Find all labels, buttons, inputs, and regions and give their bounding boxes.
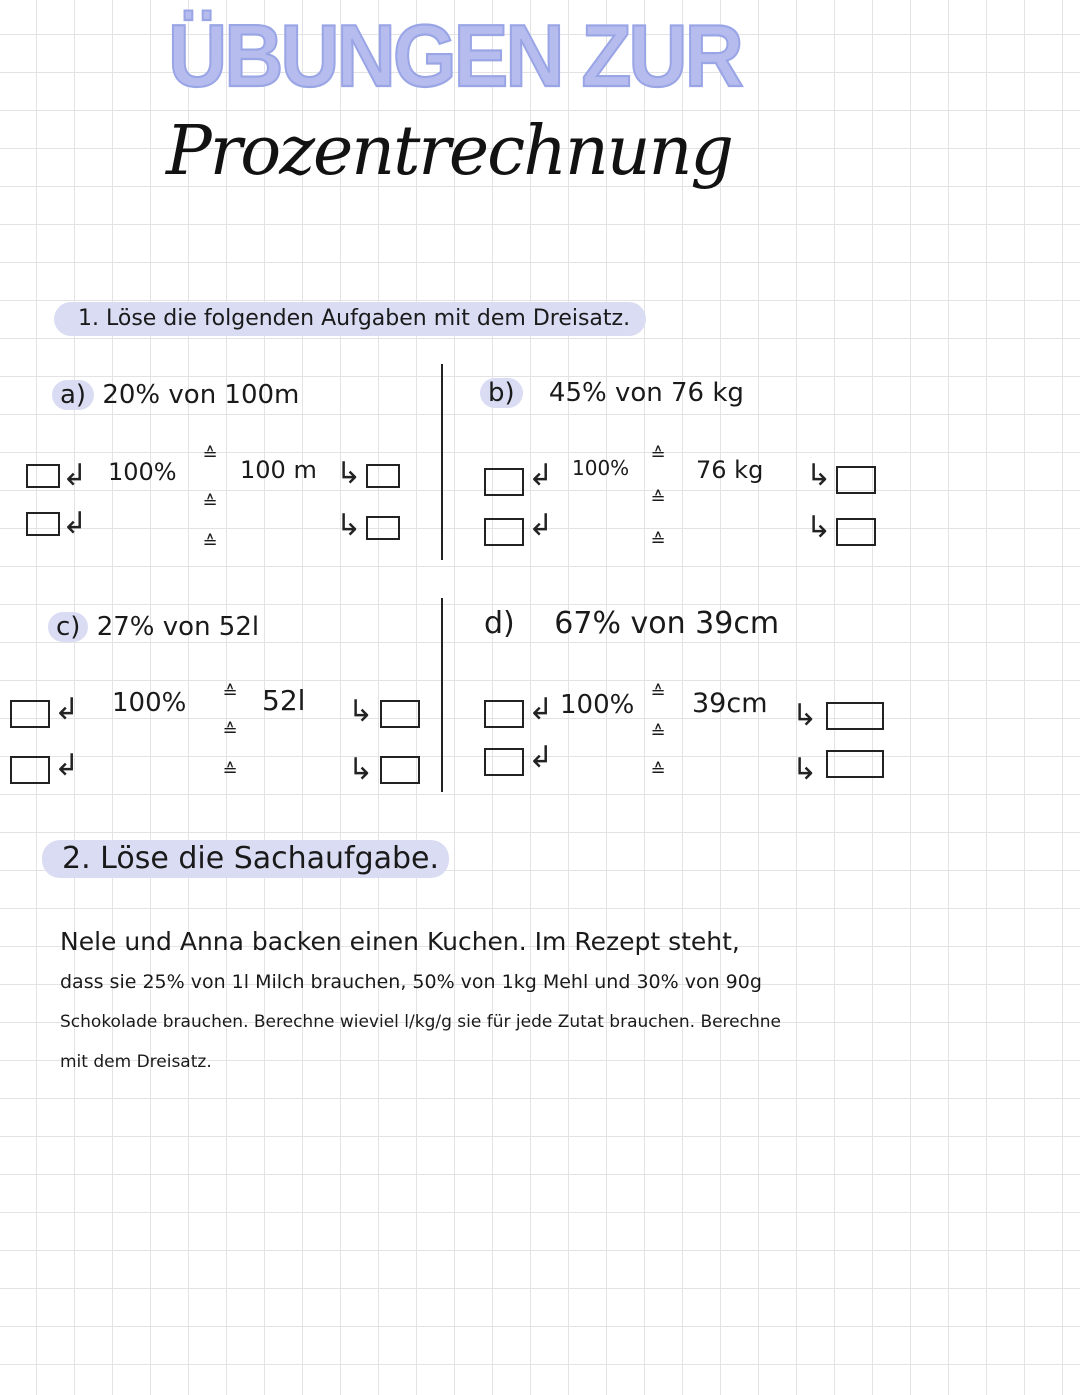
- problem-d-equals-3: ≙: [650, 760, 666, 781]
- problem-b-equals-1: ≙: [650, 444, 666, 465]
- problem-a-answer-box-left-1[interactable]: [26, 464, 60, 488]
- problem-c-arrow-right-2: ↳: [348, 752, 374, 787]
- problem-b-arrow-left-2: ↲: [528, 508, 554, 543]
- problem-a-statement: 20% von 100m: [102, 380, 300, 410]
- problem-c-answer-box-right-1[interactable]: [380, 700, 420, 728]
- task2-line-4: mit dem Dreisatz.: [60, 1052, 212, 1072]
- problem-d-arrow-right-1: ↳: [792, 698, 818, 733]
- problem-b-answer-box-left-1[interactable]: [484, 468, 524, 496]
- task2-line-1: Nele und Anna backen einen Kuchen. Im Rezept steht,: [60, 927, 740, 956]
- problem-a-percent: 100%: [108, 458, 177, 486]
- problem-d-answer-box-left-1[interactable]: [484, 700, 524, 728]
- problem-c-answer-box-left-2[interactable]: [10, 756, 50, 784]
- problem-d-equals-1: ≙: [650, 682, 666, 703]
- problem-b-value: 76 kg: [696, 456, 764, 484]
- problem-c-label: c): [48, 612, 88, 642]
- problem-b-label: b): [480, 378, 523, 408]
- problem-a-arrow-left-1: ↲: [62, 458, 88, 493]
- problem-a-answer-box-left-2[interactable]: [26, 512, 60, 536]
- task2-heading: 2. Löse die Sachaufgabe.: [42, 840, 449, 878]
- problem-c-equals-1: ≙: [222, 682, 238, 703]
- problem-b-arrow-right-2: ↳: [806, 510, 832, 545]
- problem-a-header: [52, 380, 299, 410]
- problem-c-answer-box-right-2[interactable]: [380, 756, 420, 784]
- problem-b-arrow-left-1: ↲: [528, 458, 554, 493]
- task1-heading: 1. Löse die folgenden Aufgaben mit dem Dreisatz.: [54, 302, 646, 336]
- problem-d-answer-box-left-2[interactable]: [484, 748, 524, 776]
- problem-c-percent: 100%: [112, 688, 187, 718]
- problem-d-arrow-right-2: ↳: [792, 752, 818, 787]
- page-title-line1: ÜBUNGEN ZUR: [168, 7, 741, 106]
- problem-c-equals-2: ≙: [222, 720, 238, 741]
- problem-d-percent: 100%: [560, 690, 635, 720]
- problem-c-arrow-left-1: ↲: [54, 692, 80, 727]
- problem-c-statement: 27% von 52l: [96, 612, 260, 642]
- page-title-line2: Prozentrechnung: [166, 112, 732, 191]
- problem-c-equals-3: ≙: [222, 760, 238, 781]
- problem-a-value: 100 m: [240, 456, 317, 484]
- problem-d-answer-box-right-1[interactable]: [826, 702, 884, 730]
- task2-line-2: dass sie 25% von 1l Milch brauchen, 50% von 1kg Mehl und 30% von 90g: [60, 971, 762, 993]
- problem-b-answer-box-right-2[interactable]: [836, 518, 876, 546]
- problem-d-header: [484, 606, 779, 641]
- problem-d-value: 39cm: [692, 688, 768, 719]
- problem-d-answer-box-right-2[interactable]: [826, 750, 884, 778]
- problem-b-arrow-right-1: ↳: [806, 458, 832, 493]
- problem-b-percent: 100%: [572, 456, 630, 480]
- problem-d-arrow-left-1: ↲: [528, 692, 554, 727]
- problem-a-answer-box-right-2[interactable]: [366, 516, 400, 540]
- problem-c-answer-box-left-1[interactable]: [10, 700, 50, 728]
- problem-d-label: d): [484, 606, 515, 641]
- problem-a-answer-box-right-1[interactable]: [366, 464, 400, 488]
- task2-line-3: Schokolade brauchen. Berechne wieviel l/kg/g sie für jede Zutat brauchen. Berechne: [60, 1012, 781, 1032]
- problem-b-answer-box-right-1[interactable]: [836, 466, 876, 494]
- problem-c-value: 52l: [262, 684, 306, 717]
- problem-a-label: a): [52, 380, 94, 410]
- problem-b-equals-3: ≙: [650, 530, 666, 551]
- problem-c-header: [48, 612, 259, 642]
- problem-b-answer-box-left-2[interactable]: [484, 518, 524, 546]
- problem-d-arrow-left-2: ↲: [528, 740, 554, 775]
- problem-d-equals-2: ≙: [650, 722, 666, 743]
- problem-b-header: [480, 378, 744, 408]
- problem-a-equals-1: ≙: [202, 444, 218, 465]
- problem-a-equals-2: ≙: [202, 492, 218, 513]
- problem-b-equals-2: ≙: [650, 488, 666, 509]
- problem-d-statement: 67% von 39cm: [554, 606, 780, 641]
- task2-story: [60, 922, 940, 1082]
- problem-c-arrow-right-1: ↳: [348, 694, 374, 729]
- problem-b-statement: 45% von 76 kg: [548, 378, 744, 408]
- divider-top: [441, 364, 443, 560]
- problem-a-equals-3: ≙: [202, 532, 218, 553]
- problem-a-arrow-right-2: ↳: [336, 508, 362, 543]
- problem-c-arrow-left-2: ↲: [54, 748, 80, 783]
- divider-bottom: [441, 598, 443, 792]
- problem-a-arrow-left-2: ↲: [62, 506, 88, 541]
- problem-a-arrow-right-1: ↳: [336, 456, 362, 491]
